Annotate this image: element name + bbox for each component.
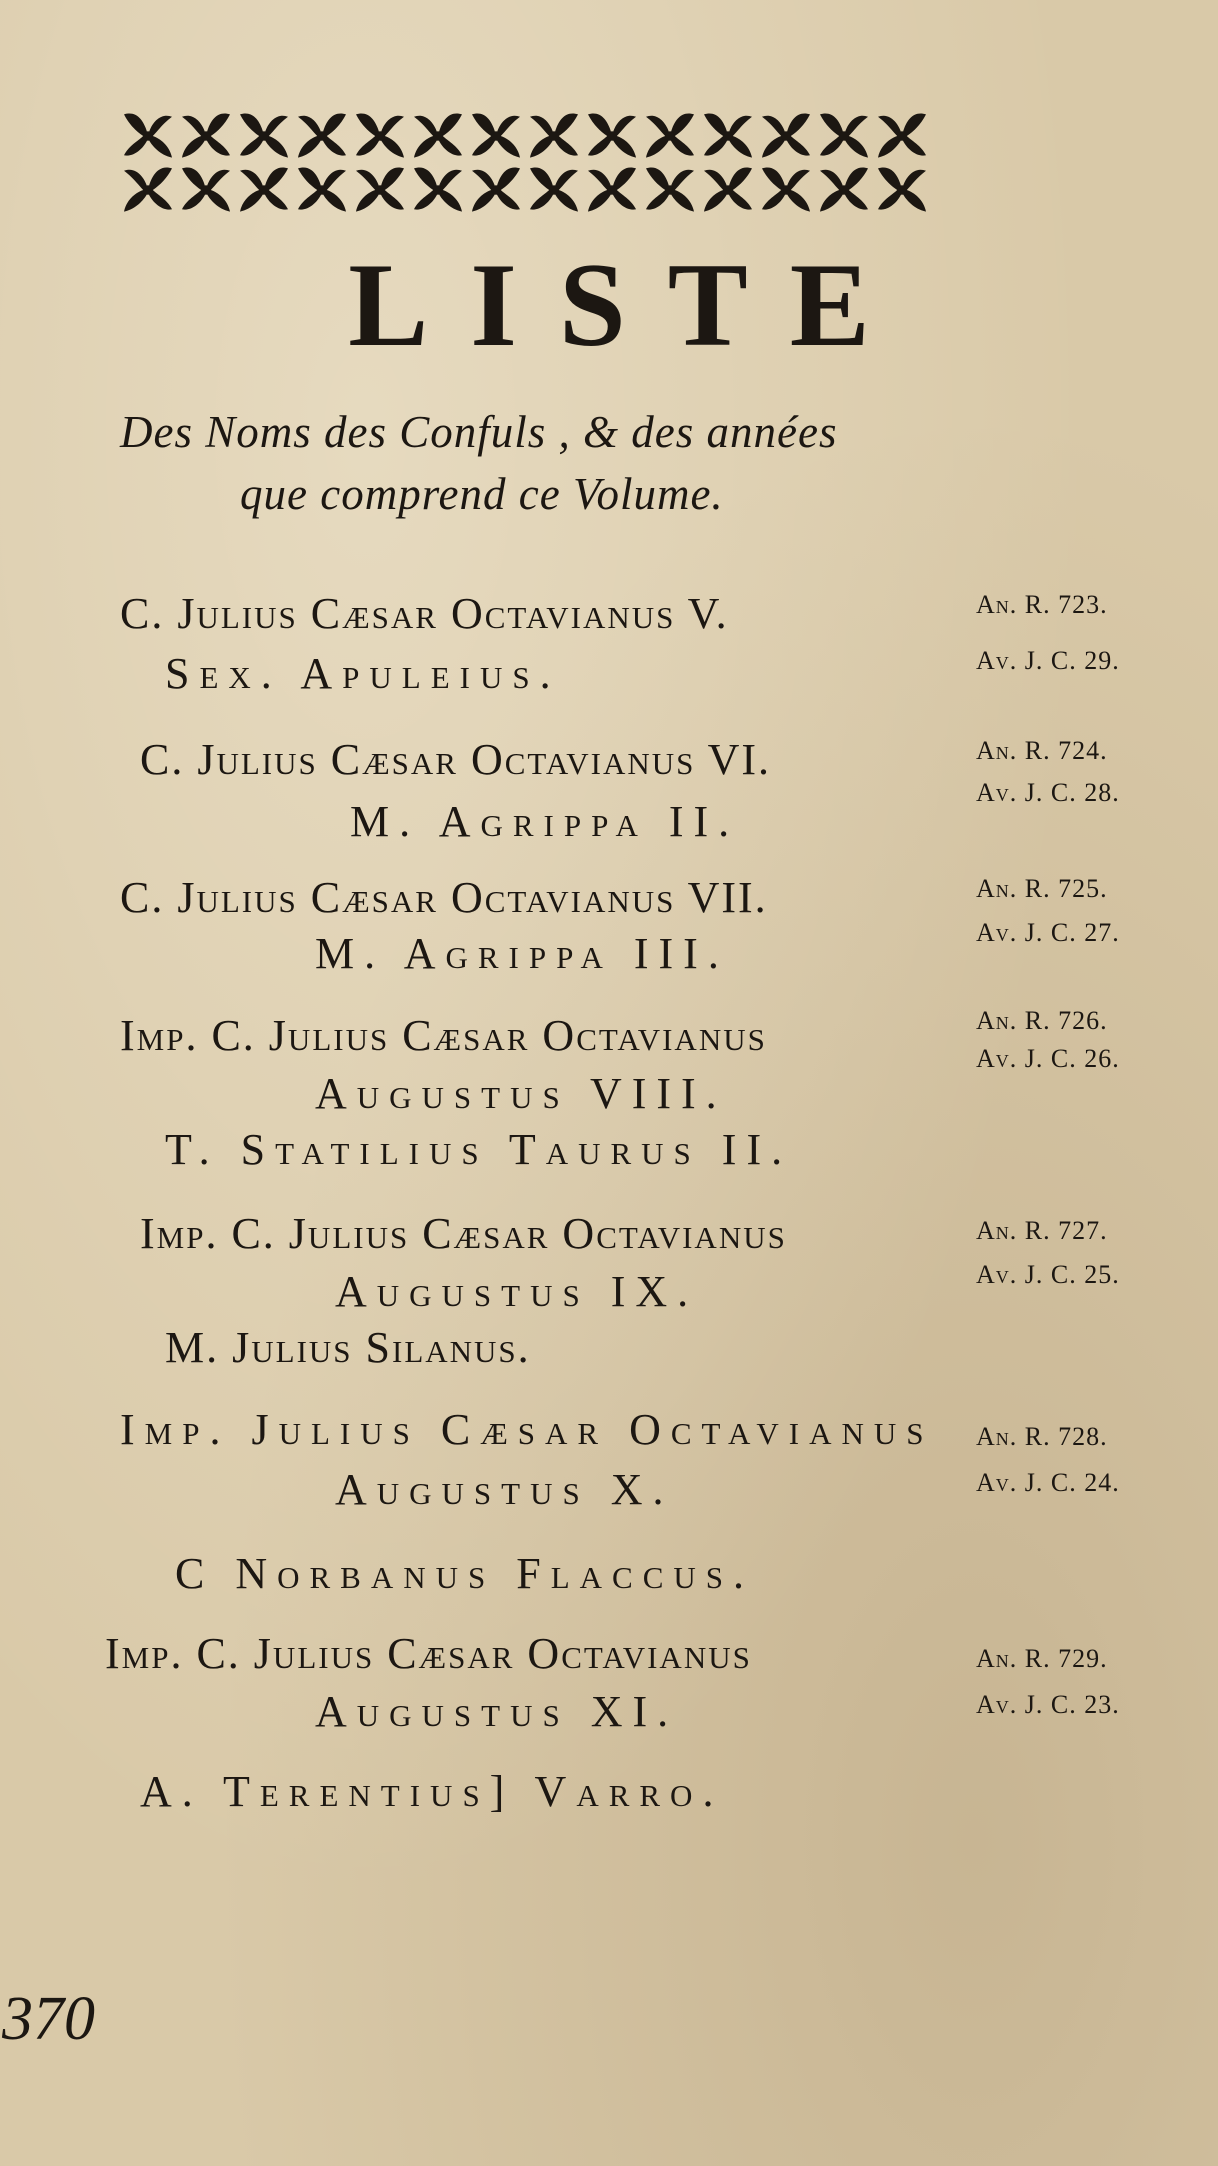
fleuron-icon — [298, 113, 346, 157]
consul-line: Augustus XI. — [315, 1687, 679, 1736]
consul-line: A. Terentius] Varro. — [140, 1767, 724, 1816]
consul-line: Augustus X. — [335, 1465, 674, 1514]
year-before-christ: Av. J. C. 25. — [976, 1260, 1120, 1289]
fleuron-icon — [878, 167, 926, 211]
fleuron-icon — [820, 167, 868, 211]
year-of-rome: An. R. 723. — [976, 590, 1108, 619]
fleuron-icon — [356, 113, 404, 157]
subtitle-line-2: que comprend ce Volume. — [240, 469, 724, 519]
year-before-christ: Av. J. C. 29. — [976, 646, 1120, 675]
fleuron-icon — [298, 167, 346, 211]
consul-line: C. Julius Cæsar Octavianus V. — [120, 589, 729, 638]
fleuron-icon — [588, 167, 636, 211]
consul-line: C Norbanus Flaccus. — [175, 1549, 755, 1598]
year-of-rome: An. R. 726. — [976, 1006, 1108, 1035]
fleuron-icon — [414, 113, 462, 157]
fleuron-icon — [762, 113, 810, 157]
fleuron-icon — [588, 113, 636, 157]
fleuron-icon — [646, 167, 694, 211]
consul-line: Imp. C. Julius Cæsar Octavianus — [140, 1209, 787, 1258]
consul-line: Augustus VIII. — [315, 1069, 727, 1118]
fleuron-icon — [182, 113, 230, 157]
consul-line: C. Julius Cæsar Octavianus VII. — [120, 873, 768, 922]
fleuron-icon — [704, 113, 752, 157]
page-title: LISTE — [348, 238, 912, 371]
fleuron-icon — [472, 113, 520, 157]
fleuron-icon — [878, 113, 926, 157]
year-of-rome: An. R. 729. — [976, 1644, 1108, 1673]
year-of-rome: An. R. 727. — [976, 1216, 1108, 1245]
year-before-christ: Av. J. C. 27. — [976, 918, 1120, 947]
fleuron-icon — [530, 167, 578, 211]
fleuron-icon — [356, 167, 404, 211]
fleuron-icon — [530, 113, 578, 157]
year-before-christ: Av. J. C. 26. — [976, 1044, 1120, 1073]
year-of-rome: An. R. 724. — [976, 736, 1108, 765]
fleuron-icon — [414, 167, 462, 211]
consul-line: M. Julius Silanus. — [165, 1323, 531, 1372]
consul-line: Sex. Apuleius. — [165, 649, 561, 698]
subtitle-line-1: Des Noms des Confuls , & des années — [120, 407, 838, 457]
consul-line: Augustus IX. — [335, 1267, 699, 1316]
year-before-christ: Av. J. C. 24. — [976, 1468, 1120, 1497]
consul-line: C. Julius Cæsar Octavianus VI. — [140, 735, 772, 784]
page-number: 370 — [2, 1985, 95, 2053]
fleuron-icon — [240, 113, 288, 157]
fleuron-icon — [124, 167, 172, 211]
fleuron-icon — [820, 113, 868, 157]
fleuron-icon — [182, 167, 230, 211]
consul-line: Imp. C. Julius Cæsar Octavianus — [105, 1629, 752, 1678]
fleuron-band-icon — [118, 108, 978, 218]
consul-line: M. Agrippa III. — [315, 929, 729, 978]
year-of-rome: An. R. 728. — [976, 1422, 1108, 1451]
year-before-christ: Av. J. C. 28. — [976, 778, 1120, 807]
consul-line: Imp. Julius Cæsar Octavianus — [120, 1405, 934, 1454]
fleuron-icon — [124, 113, 172, 157]
year-before-christ: Av. J. C. 23. — [976, 1690, 1120, 1719]
fleuron-icon — [704, 167, 752, 211]
fleuron-icon — [646, 113, 694, 157]
year-of-rome: An. R. 725. — [976, 874, 1108, 903]
fleuron-icon — [762, 167, 810, 211]
fleuron-icon — [240, 167, 288, 211]
fleuron-icon — [472, 167, 520, 211]
header-ornament — [118, 108, 978, 218]
consul-line: Imp. C. Julius Cæsar Octavianus — [120, 1011, 767, 1060]
consul-line: T. Statilius Taurus II. — [165, 1125, 793, 1174]
consul-line: M. Agrippa II. — [350, 797, 740, 846]
